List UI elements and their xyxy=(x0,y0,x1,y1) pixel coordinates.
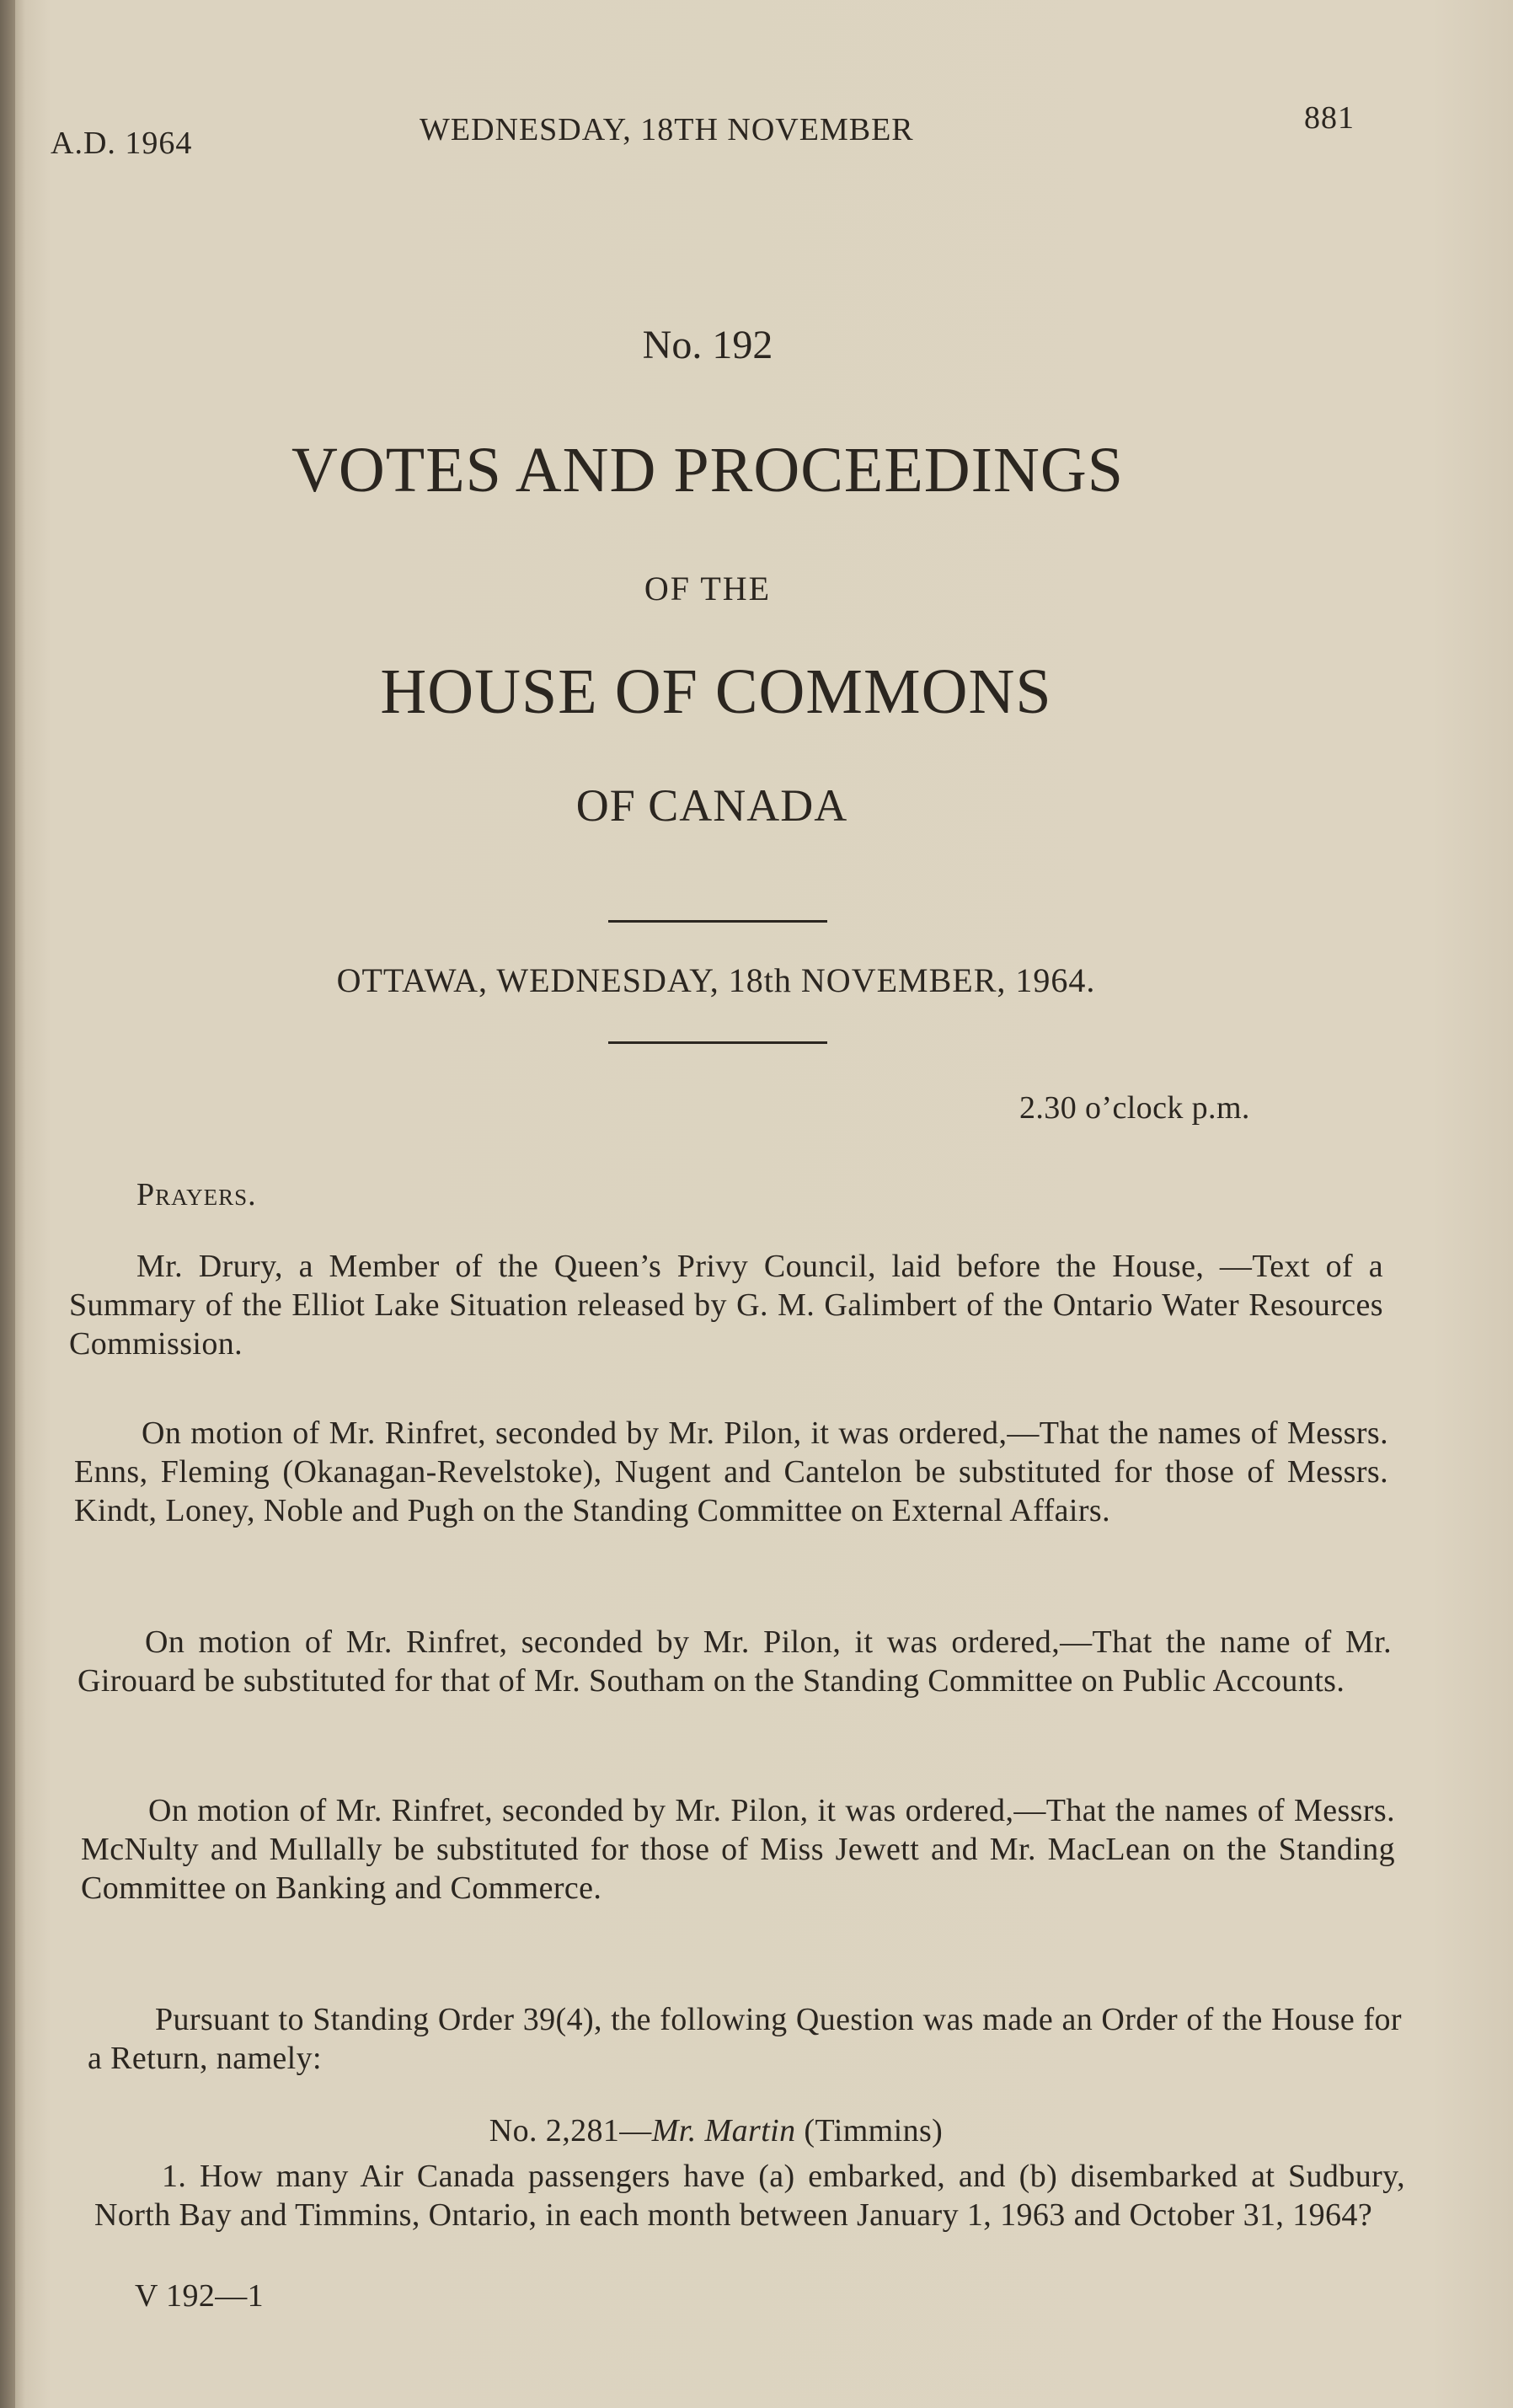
sitting-time: 2.30 o’clock p.m. xyxy=(1019,1090,1250,1126)
question-riding: (Timmins) xyxy=(795,2113,944,2148)
title-divider-bottom xyxy=(608,1041,827,1044)
question-heading xyxy=(0,2111,1432,2150)
title-of-the: OF THE xyxy=(644,570,772,607)
footer-signature: V 192—1 xyxy=(135,2278,265,2314)
prayers-heading: Prayers. xyxy=(136,1177,257,1212)
paragraph-standing-order: Pursuant to Standing Order 39(4), the following Question was made an Order of the House for a Return, namely: xyxy=(88,2002,1402,2076)
title-divider-top xyxy=(608,920,827,923)
paragraph-public-accounts: On motion of Mr. Rinfret, seconded by Mr. Pilon, it was ordered,—That the name of Mr. Girouard be substituted for that of Mr. Southam on the Standing Committee on Public Accounts. xyxy=(78,1624,1392,1699)
page-number: 881 xyxy=(1304,100,1355,136)
title-house-of-commons: HOUSE OF COMMONS xyxy=(380,656,1052,727)
header-year: A.D. 1964 xyxy=(51,126,193,161)
paragraph-banking-commerce: On motion of Mr. Rinfret, seconded by Mr. Pilon, it was ordered,—That the names of Messrs. McNulty and Mullally be substituted for those of Miss Jewett and Mr. MacLean on the Standing Committee on Banking and Commerce. xyxy=(81,1793,1395,1906)
document-title: VOTES AND PROCEEDINGS xyxy=(291,435,1124,506)
paragraph-external-affairs: On motion of Mr. Rinfret, seconded by Mr. Pilon, it was ordered,—That the names of Messrs. Enns, Fleming (Okanagan-Revelstoke), Nugent and Cantelon be substituted for those of Messrs. Kindt, Loney, Noble and Pugh on the Standing Committee on External Affairs. xyxy=(74,1415,1388,1528)
question-text: 1. How many Air Canada passengers have (a) embarked, and (b) disembarked at Sudbury, North Bay and Timmins, Ontario, in each month between January 1, 1963 and October 31, 1964? xyxy=(94,2159,1405,2233)
header-date: WEDNESDAY, 18TH NOVEMBER xyxy=(420,112,914,147)
question-member: Mr. Martin xyxy=(651,2113,796,2148)
paragraph-drury: Mr. Drury, a Member of the Queen’s Privy Council, laid before the House, —Text of a Summary of the Elliot Lake Situation released by G. M. Galimbert of the Ontario Water Resources Commission. xyxy=(69,1249,1383,1362)
dateline: OTTAWA, WEDNESDAY, 18th NOVEMBER, 1964. xyxy=(336,961,1096,999)
issue-number: No. 192 xyxy=(642,323,773,367)
title-of-canada: OF CANADA xyxy=(575,780,848,831)
question-number: No. 2,281— xyxy=(489,2113,652,2148)
